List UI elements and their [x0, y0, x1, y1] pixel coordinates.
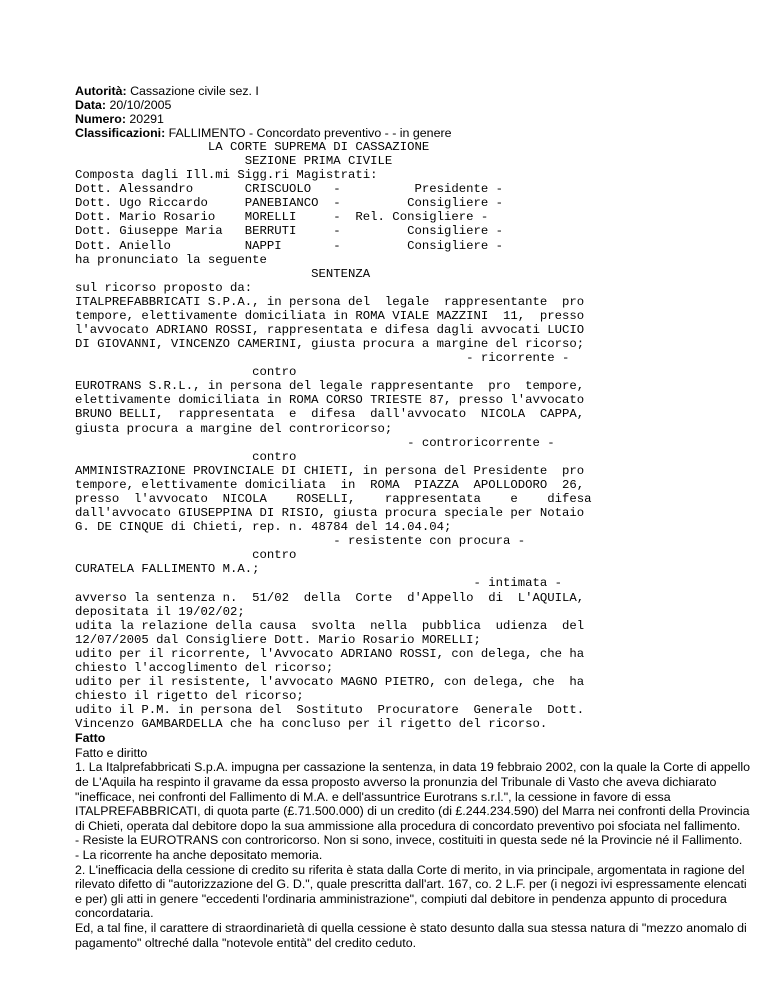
sentenza-line: contro: [75, 449, 297, 464]
sentenza-line: tempore, elettivamente domiciliata in ROMA VIALE MAZZINI 11, presso: [75, 308, 585, 323]
sentenza-line: presso l'avvocato NICOLA ROSELLI, rappresentata e difesa: [75, 491, 592, 506]
sentenza-line: - ricorrente -: [75, 351, 570, 366]
autorita-line: [75, 84, 755, 98]
sentenza-line: l'avvocato ADRIANO ROSSI, rappresentata e difesa dagli avvocati LUCIO: [75, 323, 585, 338]
sentenza-line: chiesto il rigetto del ricorso;: [75, 689, 304, 704]
sentenza-line: Composta dagli Ill.mi Sigg.ri Magistrati:: [75, 168, 378, 183]
sentenza-line: ITALPREFABBRICATI S.P.A., in persona del legale rappresentante pro: [75, 294, 585, 309]
fatto-section: [75, 731, 755, 950]
fatto-paragraph: 2. L'inefficacia della cessione di credito su riferita è stata dalla Corte di merito, in via principale, argomentata in ragione del rilevato difetto di "autorizzazione del G. D.", quale prescritta dall'art. 167, co. 2 L.F. per (i negozi ivi espressamente elencati e per) gli atti in genere "eccedenti l'ordinaria amministrazione", compiuti dal debitore in pendenza appunto di procedura concordataria.: [75, 862, 747, 921]
fatto-heading: Fatto: [75, 731, 106, 746]
sentenza-line: elettivamente domiciliata in ROMA CORSO TRIESTE 87, presso l'avvocato: [75, 393, 585, 408]
sentenza-line: udito per il ricorrente, l'Avvocato ADRIANO ROSSI, con delega, che ha: [75, 646, 585, 661]
sentenza-line: Vincenzo GAMBARDELLA che ha concluso per il rigetto del ricorso.: [75, 717, 548, 732]
sentenza-line: EUROTRANS S.R.L., in persona del legale rappresentante pro tempore,: [75, 379, 585, 394]
sentenza-line: Dott. Alessandro CRISCUOLO - Presidente -: [75, 182, 504, 197]
sentenza-line: contro: [75, 548, 297, 563]
sentenza-line: 12/07/2005 dal Consigliere Dott. Mario Rosario MORELLI;: [75, 632, 481, 647]
sentenza-line: giusta procura a margine del controricorso;: [75, 421, 393, 436]
sentenza-line: - resistente con procura -: [75, 534, 526, 549]
document-page: [75, 84, 755, 950]
sentenza-line: chiesto l'accoglimento del ricorso;: [75, 660, 334, 675]
sentenza-line: BRUNO BELLI, rappresentata e difesa dall'avvocato NICOLA CAPPA,: [75, 407, 585, 422]
autorita-label: Autorità:: [75, 84, 127, 98]
sentenza-line: G. DE CINQUE di Chieti, rep. n. 48784 del 14.04.04;: [75, 520, 452, 535]
sentenza-line: SENTENZA: [75, 266, 371, 281]
sentenza-text: [75, 140, 755, 731]
fatto-paragraph: - La ricorrente ha anche depositato memoria.: [75, 848, 323, 863]
sentenza-line: udito per il resistente, l'avvocato MAGNO PIETRO, con delega, che ha: [75, 674, 585, 689]
fatto-paragraphs: [75, 760, 755, 950]
sentenza-line: udita la relazione della causa svolta nella pubblica udienza del: [75, 618, 585, 633]
sentenza-line: SEZIONE PRIMA CIVILE: [75, 154, 393, 169]
numero-label: Numero:: [75, 112, 126, 126]
fatto-paragraph: Ed, a tal fine, il carattere di straordinarietà di quella cessione è stato desunto dalla sua stessa natura di "mezzo anomalo di pagamento" oltreché dalla "notevole entità" del credito ceduto.: [75, 921, 747, 950]
data-value: 20/10/2005: [109, 98, 172, 112]
numero-value: 20291: [129, 112, 164, 126]
sentenza-line: DI GIOVANNI, VINCENZO CAMERINI, giusta procura a margine del ricorso;: [75, 337, 585, 352]
sentenza-line: udito il P.M. in persona del Sostituto Procuratore Generale Dott.: [75, 703, 585, 718]
sentenza-line: ha pronunciato la seguente: [75, 252, 267, 267]
sentenza-line: CURATELA FALLIMENTO M.A.;: [75, 562, 260, 577]
sentenza-line: Dott. Giuseppe Maria BERRUTI - Consigliere -: [75, 224, 504, 239]
classificazioni-label: Classificazioni:: [75, 126, 166, 140]
sentenza-line: Dott. Ugo Riccardo PANEBIANCO - Consigliere -: [75, 196, 504, 211]
fatto-subheading: Fatto e diritto: [75, 745, 148, 760]
data-label: Data:: [75, 98, 106, 112]
sentenza-line: tempore, elettivamente domiciliata in ROMA PIAZZA APOLLODORO 26,: [75, 477, 585, 492]
sentenza-line: contro: [75, 365, 297, 380]
numero-line: [75, 112, 755, 126]
sentenza-line: Dott. Mario Rosario MORELLI - Rel. Consigliere -: [75, 210, 489, 225]
autorita-value: Cassazione civile sez. I: [130, 84, 259, 98]
sentenza-line: AMMINISTRAZIONE PROVINCIALE DI CHIETI, in persona del Presidente pro: [75, 463, 585, 478]
classificazioni-line: [75, 126, 755, 140]
sentenza-line: avverso la sentenza n. 51/02 della Corte d'Appello di L'AQUILA,: [75, 590, 585, 605]
fatto-paragraph: 1. La Italprefabbricati S.p.A. impugna per cassazione la sentenza, in data 19 febbraio 2002, con la quale la Corte di appello de L'Aquila ha respinto il gravame da essa proposto avverso la pronunzia del Tribunale di Vasto che aveva dichiarato "inefficace, nei confronti del Fallimento di M.A. e dell'assuntrice Eurotrans s.r.l.", la cessione in favore di essa ITALPREFABBRICATI, di quota parte (£.71.500.000) di un credito (di £.244.234.590) del Marra nei confronti della Provincia di Chieti, operata dal debitore dopo la sua ammissione alla procedura di concordato preventivo poi sfociata nel fallimento.: [75, 760, 751, 833]
sentenza-line: LA CORTE SUPREMA DI CASSAZIONE: [75, 140, 430, 154]
document-metadata: [75, 84, 755, 140]
sentenza-line: sul ricorso proposto da:: [75, 280, 253, 295]
sentenza-line: Dott. Aniello NAPPI - Consigliere -: [75, 238, 504, 253]
fatto-paragraph: - Resiste la EUROTRANS con controricorso. Non si sono, invece, costituiti in questa sede né la Provincie né il Fallimento.: [75, 833, 743, 848]
classificazioni-value: FALLIMENTO - Concordato preventivo - - in genere: [168, 126, 452, 140]
sentenza-line: dall'avvocato GIUSEPPINA DI RISIO, giusta procura speciale per Notaio: [75, 506, 585, 521]
data-line: [75, 98, 755, 112]
sentenza-line: - intimata -: [75, 576, 563, 591]
sentenza-line: - controricorrente -: [75, 435, 555, 450]
sentenza-line: depositata il 19/02/02;: [75, 604, 245, 619]
